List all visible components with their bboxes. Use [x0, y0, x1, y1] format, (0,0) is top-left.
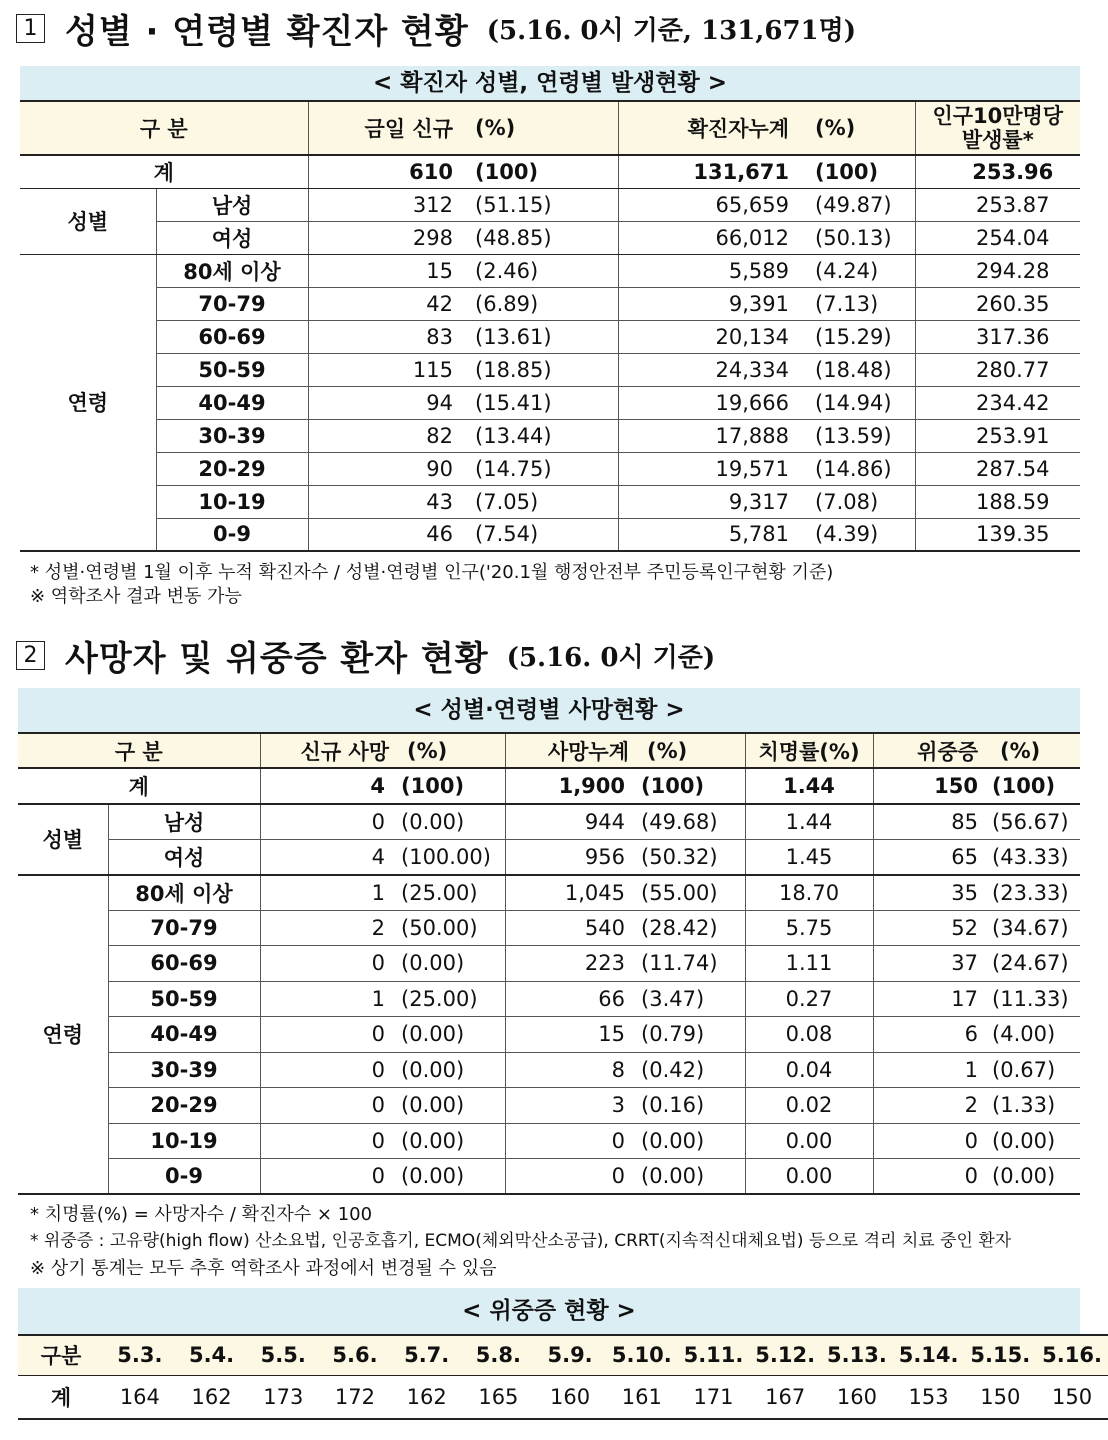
new-count: 46: [308, 518, 463, 551]
section-subheading: (5.16. 0시 기준): [506, 642, 716, 673]
row-label: 40-49: [108, 1017, 260, 1053]
age-row: [18, 1123, 1080, 1159]
header-cum-death: 사망누계: [505, 733, 635, 768]
new-pct: (7.05): [463, 485, 618, 518]
header-new: 금일 신규: [308, 101, 463, 155]
row-label: 0-9: [156, 518, 308, 551]
row-label: 계: [18, 768, 260, 804]
section1-title: [16, 8, 857, 52]
rate-per-100k: 280.77: [915, 353, 1080, 386]
cum-death-pct: (0.00): [635, 1159, 745, 1195]
fatality-rate: 0.00: [745, 1159, 873, 1195]
row-label: 10-19: [156, 485, 308, 518]
severe-count: 52: [873, 910, 988, 946]
row-label: 80세 이상: [156, 254, 308, 287]
section-heading: 성별 · 연령별 확진자 현황: [65, 11, 469, 52]
cum-death-count: 0: [505, 1123, 635, 1159]
severe-count: 0: [873, 1123, 988, 1159]
severe-pct: (0.00): [988, 1159, 1080, 1195]
header-severe: 위중증: [873, 733, 988, 768]
new-death-count: 0: [260, 1159, 395, 1195]
severe-pct: (24.67): [988, 946, 1080, 982]
cumulative-count: 66,012: [618, 221, 803, 254]
total-label: 계: [18, 1375, 104, 1419]
table2-note-3: ※ 상기 통계는 모두 추후 역학조사 과정에서 변경될 수 있음: [30, 1258, 497, 1279]
header-cumulative: 확진자누계: [618, 101, 803, 155]
severe-count: 37: [873, 946, 988, 982]
age-row: [18, 910, 1080, 946]
new-count: 115: [308, 353, 463, 386]
new-death-count: 2: [260, 910, 395, 946]
deaths-table: [18, 732, 1080, 1195]
row-label: 남성: [156, 188, 308, 221]
age-group-label: 연령: [20, 254, 156, 551]
severe-count: 150: [873, 768, 988, 804]
new-death-pct: (100): [395, 768, 505, 804]
new-death-count: 0: [260, 1088, 395, 1124]
severe-pct: (43.33): [988, 839, 1080, 875]
cum-death-pct: (0.00): [635, 1123, 745, 1159]
date-header: 5.12.: [749, 1335, 821, 1375]
row-label: 0-9: [108, 1159, 260, 1195]
new-death-pct: (25.00): [395, 875, 505, 911]
new-pct: (100): [463, 155, 618, 188]
fatality-rate: 1.45: [745, 839, 873, 875]
severe-daily-count: 160: [534, 1375, 606, 1419]
cumulative-count: 9,391: [618, 287, 803, 320]
date-header: 5.16.: [1036, 1335, 1108, 1375]
date-header: 5.13.: [821, 1335, 893, 1375]
new-count: 83: [308, 320, 463, 353]
age-row: [20, 452, 1080, 485]
new-death-pct: (0.00): [395, 1017, 505, 1053]
new-death-pct: (0.00): [395, 1123, 505, 1159]
severe-pct: (0.67): [988, 1052, 1080, 1088]
severe-daily-count: 167: [749, 1375, 821, 1419]
cum-death-pct: (28.42): [635, 910, 745, 946]
row-label: 60-69: [108, 946, 260, 982]
new-pct: (18.85): [463, 353, 618, 386]
section-subheading: (5.16. 0시 기준, 131,671명): [486, 15, 857, 46]
cum-death-count: 3: [505, 1088, 635, 1124]
new-death-count: 0: [260, 1017, 395, 1053]
new-death-pct: (100.00): [395, 839, 505, 875]
fatality-rate: 5.75: [745, 910, 873, 946]
date-header: 5.14.: [893, 1335, 965, 1375]
age-row: [20, 320, 1080, 353]
cum-death-pct: (0.16): [635, 1088, 745, 1124]
severe-count: 65: [873, 839, 988, 875]
severe-daily-count: 160: [821, 1375, 893, 1419]
rate-per-100k: 139.35: [915, 518, 1080, 551]
age-row: [18, 1017, 1080, 1053]
cum-death-count: 15: [505, 1017, 635, 1053]
cum-death-count: 540: [505, 910, 635, 946]
severe-count: 85: [873, 804, 988, 840]
severe-pct: (11.33): [988, 981, 1080, 1017]
table3-banner: < 위중증 현황 >: [18, 1288, 1080, 1334]
severe-pct: (100): [988, 768, 1080, 804]
rate-per-100k: 253.96: [915, 155, 1080, 188]
row-label: 30-39: [156, 419, 308, 452]
cumulative-count: 24,334: [618, 353, 803, 386]
date-header: 5.8.: [463, 1335, 535, 1375]
new-pct: (13.44): [463, 419, 618, 452]
section-number-box: 2: [16, 641, 45, 670]
new-pct: (13.61): [463, 320, 618, 353]
age-row: [18, 981, 1080, 1017]
date-header: 5.9.: [534, 1335, 606, 1375]
rate-per-100k: 287.54: [915, 452, 1080, 485]
header-rate-line2: 발생률*: [961, 128, 1034, 152]
fatality-rate: 0.04: [745, 1052, 873, 1088]
new-count: 298: [308, 221, 463, 254]
fatality-rate: 1.44: [745, 768, 873, 804]
severe-daily-count: 161: [606, 1375, 678, 1419]
cumulative-count: 65,659: [618, 188, 803, 221]
cum-death-count: 66: [505, 981, 635, 1017]
table1-banner: < 확진자 성별, 연령별 발생현황 >: [20, 66, 1080, 100]
cum-death-count: 223: [505, 946, 635, 982]
severe-daily-count: 171: [678, 1375, 750, 1419]
cumulative-pct: (13.59): [803, 419, 915, 452]
new-death-count: 0: [260, 1123, 395, 1159]
total-row: [18, 768, 1080, 804]
fatality-rate: 0.00: [745, 1123, 873, 1159]
cumulative-pct: (7.13): [803, 287, 915, 320]
row-label: 50-59: [156, 353, 308, 386]
severe-daily-count: 165: [463, 1375, 535, 1419]
new-count: 94: [308, 386, 463, 419]
row-label: 여성: [108, 839, 260, 875]
new-count: 15: [308, 254, 463, 287]
rate-per-100k: 254.04: [915, 221, 1080, 254]
fatality-rate: 1.44: [745, 804, 873, 840]
row-label: 20-29: [156, 452, 308, 485]
table2-note-1: * 치명률(%) = 사망자수 / 확진자수 × 100: [30, 1204, 373, 1225]
cumulative-count: 19,571: [618, 452, 803, 485]
cum-death-count: 1,900: [505, 768, 635, 804]
row-label: 30-39: [108, 1052, 260, 1088]
severe-count: 35: [873, 875, 988, 911]
age-row: [20, 287, 1080, 320]
table-header-row: [18, 733, 1080, 768]
severe-pct: (0.00): [988, 1123, 1080, 1159]
new-pct: (6.89): [463, 287, 618, 320]
header-severe-pct: (%): [988, 733, 1080, 768]
total-row: [18, 1375, 1108, 1419]
new-death-count: 0: [260, 946, 395, 982]
cumulative-pct: (4.24): [803, 254, 915, 287]
fatality-rate: 0.08: [745, 1017, 873, 1053]
age-row: [18, 946, 1080, 982]
new-death-pct: (0.00): [395, 946, 505, 982]
cum-death-pct: (11.74): [635, 946, 745, 982]
rate-per-100k: 253.91: [915, 419, 1080, 452]
row-label: 계: [20, 155, 308, 188]
new-count: 42: [308, 287, 463, 320]
cum-death-pct: (50.32): [635, 839, 745, 875]
cumulative-count: 9,317: [618, 485, 803, 518]
new-pct: (51.15): [463, 188, 618, 221]
age-row: [20, 353, 1080, 386]
cumulative-count: 17,888: [618, 419, 803, 452]
table1-note-1: * 성별·연령별 1월 이후 누적 확진자수 / 성별·연령별 인구('20.1월 행정안전부 주민등록인구현황 기준): [30, 562, 834, 583]
header-fatality: 치명률(%): [745, 733, 873, 768]
fatality-rate: 1.11: [745, 946, 873, 982]
date-header: 5.6.: [319, 1335, 391, 1375]
sex-group-label: 성별: [20, 188, 156, 254]
new-count: 90: [308, 452, 463, 485]
severe-pct: (23.33): [988, 875, 1080, 911]
row-label: 20-29: [108, 1088, 260, 1124]
cum-death-pct: (49.68): [635, 804, 745, 840]
age-row: [18, 1088, 1080, 1124]
age-row: [18, 1052, 1080, 1088]
severe-daily-count: 150: [1036, 1375, 1108, 1419]
new-count: 610: [308, 155, 463, 188]
confirmed-cases-table: [20, 100, 1080, 552]
age-row: [18, 875, 1080, 911]
cum-death-pct: (100): [635, 768, 745, 804]
severe-trend-table: [18, 1334, 1108, 1420]
cum-death-pct: (55.00): [635, 875, 745, 911]
row-label: 40-49: [156, 386, 308, 419]
new-death-pct: (0.00): [395, 804, 505, 840]
new-death-count: 4: [260, 768, 395, 804]
new-death-pct: (0.00): [395, 1088, 505, 1124]
rate-per-100k: 188.59: [915, 485, 1080, 518]
severe-count: 0: [873, 1159, 988, 1195]
date-header: 5.3.: [104, 1335, 176, 1375]
date-header: 5.7.: [391, 1335, 463, 1375]
row-header: 구분: [18, 1335, 104, 1375]
severe-pct: (1.33): [988, 1088, 1080, 1124]
age-row: [20, 386, 1080, 419]
cum-death-pct: (0.42): [635, 1052, 745, 1088]
severe-daily-count: 150: [964, 1375, 1036, 1419]
severe-count: 2: [873, 1088, 988, 1124]
cumulative-pct: (49.87): [803, 188, 915, 221]
severe-daily-count: 153: [893, 1375, 965, 1419]
rate-per-100k: 317.36: [915, 320, 1080, 353]
new-death-count: 1: [260, 981, 395, 1017]
severe-pct: (34.67): [988, 910, 1080, 946]
cumulative-pct: (4.39): [803, 518, 915, 551]
new-death-count: 0: [260, 804, 395, 840]
header-rate: [915, 101, 1080, 155]
row-label: 남성: [108, 804, 260, 840]
rate-per-100k: 260.35: [915, 287, 1080, 320]
cum-death-pct: (3.47): [635, 981, 745, 1017]
dates-row: [18, 1335, 1108, 1375]
cumulative-count: 5,589: [618, 254, 803, 287]
section-number-box: 1: [16, 14, 45, 43]
cumulative-count: 131,671: [618, 155, 803, 188]
header-category: 구 분: [20, 101, 308, 155]
rate-per-100k: 253.87: [915, 188, 1080, 221]
fatality-rate: 18.70: [745, 875, 873, 911]
cum-death-count: 944: [505, 804, 635, 840]
section-heading: 사망자 및 위중증 환자 현황: [65, 638, 489, 679]
new-pct: (48.85): [463, 221, 618, 254]
table1-note-2: ※ 역학조사 결과 변동 가능: [30, 586, 242, 607]
new-count: 82: [308, 419, 463, 452]
age-row: [20, 485, 1080, 518]
cumulative-pct: (14.94): [803, 386, 915, 419]
row-label: 70-79: [156, 287, 308, 320]
age-row: [20, 419, 1080, 452]
sex-row: [20, 188, 1080, 221]
date-header: 5.5.: [247, 1335, 319, 1375]
cum-death-count: 8: [505, 1052, 635, 1088]
cumulative-pct: (50.13): [803, 221, 915, 254]
header-cum-pct: (%): [635, 733, 745, 768]
date-header: 5.11.: [678, 1335, 750, 1375]
header-new-pct: (%): [463, 101, 618, 155]
severe-count: 6: [873, 1017, 988, 1053]
header-new-death: 신규 사망: [260, 733, 395, 768]
cumulative-pct: (100): [803, 155, 915, 188]
fatality-rate: 0.27: [745, 981, 873, 1017]
severe-daily-count: 162: [391, 1375, 463, 1419]
table2-note-2: * 위중증 : 고유량(high flow) 산소요법, 인공호흡기, ECMO(체외막산소공급), CRRT(지속적신대체요법) 등으로 격리 치료 중인 환자: [30, 1231, 1012, 1251]
total-row: [20, 155, 1080, 188]
cum-death-count: 956: [505, 839, 635, 875]
table2-banner: < 성별·연령별 사망현황 >: [18, 688, 1080, 732]
section2-title: [16, 634, 716, 679]
new-death-count: 4: [260, 839, 395, 875]
severe-daily-count: 162: [176, 1375, 248, 1419]
fatality-rate: 0.02: [745, 1088, 873, 1124]
rate-per-100k: 294.28: [915, 254, 1080, 287]
row-label: 70-79: [108, 910, 260, 946]
date-header: 5.15.: [964, 1335, 1036, 1375]
new-pct: (2.46): [463, 254, 618, 287]
new-count: 312: [308, 188, 463, 221]
age-row: [18, 1159, 1080, 1195]
row-label: 10-19: [108, 1123, 260, 1159]
severe-count: 1: [873, 1052, 988, 1088]
severe-pct: (56.67): [988, 804, 1080, 840]
sex-row: [18, 839, 1080, 875]
severe-daily-count: 164: [104, 1375, 176, 1419]
table-header-row: [20, 101, 1080, 155]
new-pct: (7.54): [463, 518, 618, 551]
new-pct: (15.41): [463, 386, 618, 419]
cumulative-count: 19,666: [618, 386, 803, 419]
severe-pct: (4.00): [988, 1017, 1080, 1053]
cumulative-pct: (14.86): [803, 452, 915, 485]
sex-row: [18, 804, 1080, 840]
cumulative-pct: (15.29): [803, 320, 915, 353]
date-header: 5.4.: [176, 1335, 248, 1375]
cum-death-count: 1,045: [505, 875, 635, 911]
severe-count: 17: [873, 981, 988, 1017]
new-death-count: 0: [260, 1052, 395, 1088]
row-label: 50-59: [108, 981, 260, 1017]
new-death-pct: (50.00): [395, 910, 505, 946]
row-label: 80세 이상: [108, 875, 260, 911]
cumulative-count: 20,134: [618, 320, 803, 353]
severe-daily-count: 172: [319, 1375, 391, 1419]
cum-death-pct: (0.79): [635, 1017, 745, 1053]
row-label: 60-69: [156, 320, 308, 353]
new-death-pct: (25.00): [395, 981, 505, 1017]
cum-death-count: 0: [505, 1159, 635, 1195]
header-category: 구 분: [18, 733, 260, 768]
header-rate-line1: 인구10만명당: [932, 104, 1064, 128]
cumulative-pct: (18.48): [803, 353, 915, 386]
new-death-count: 1: [260, 875, 395, 911]
rate-per-100k: 234.42: [915, 386, 1080, 419]
sex-group-label: 성별: [18, 804, 108, 875]
new-pct: (14.75): [463, 452, 618, 485]
cumulative-pct: (7.08): [803, 485, 915, 518]
header-cum-pct: (%): [803, 101, 915, 155]
date-header: 5.10.: [606, 1335, 678, 1375]
cumulative-count: 5,781: [618, 518, 803, 551]
severe-daily-count: 173: [247, 1375, 319, 1419]
new-count: 43: [308, 485, 463, 518]
new-death-pct: (0.00): [395, 1052, 505, 1088]
header-new-pct: (%): [395, 733, 505, 768]
sex-row: [20, 221, 1080, 254]
age-row: [20, 254, 1080, 287]
new-death-pct: (0.00): [395, 1159, 505, 1195]
age-row: [20, 518, 1080, 551]
row-label: 여성: [156, 221, 308, 254]
age-group-label: 연령: [18, 875, 108, 1195]
